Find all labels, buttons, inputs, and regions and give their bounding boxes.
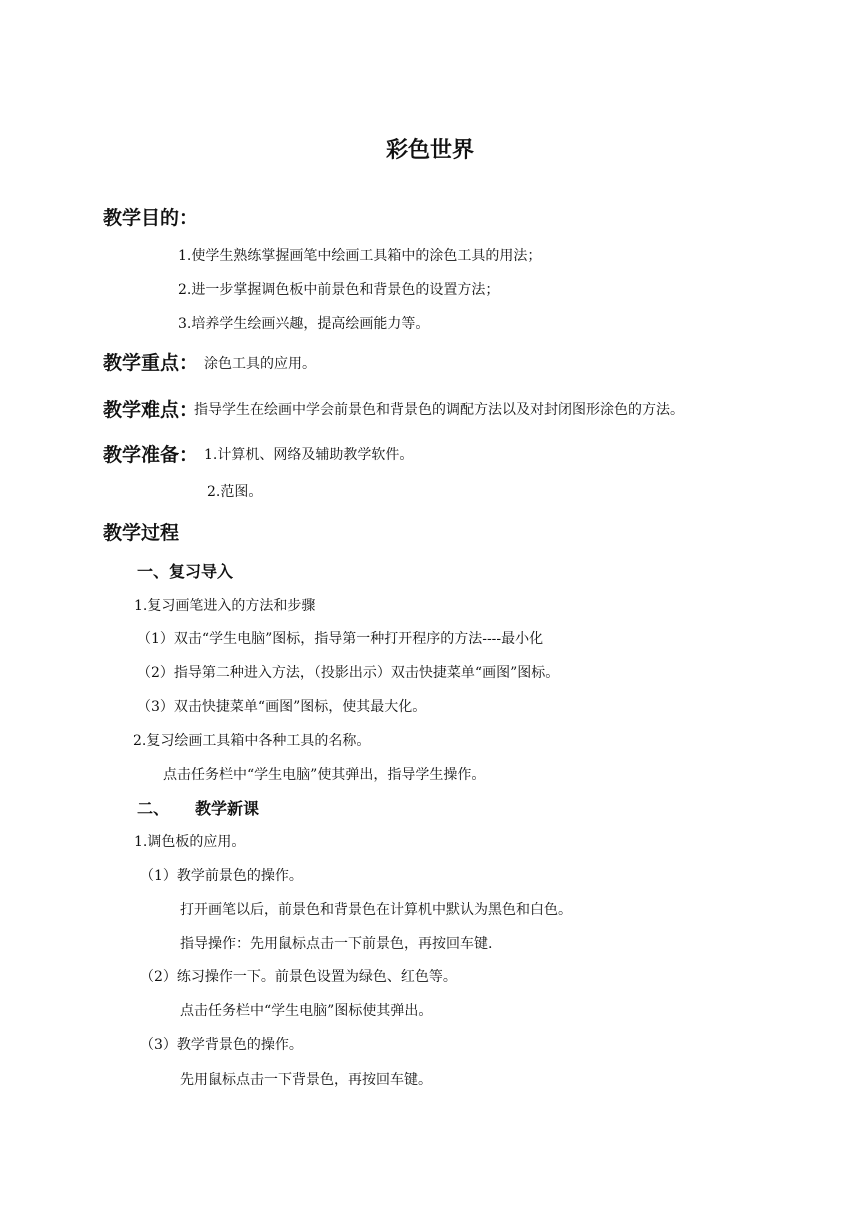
section2-line: 指导操作：先用鼠标点击一下前景色，再按回车键. — [180, 936, 493, 952]
section1-line: 点击任务栏中“学生电脑”使其弹出，指导学生操作。 — [163, 767, 486, 783]
section2-line: （3）教学背景色的操作。 — [140, 1037, 303, 1053]
section2-title: 教学新课 — [195, 799, 260, 818]
section2-line: 1.调色板的应用。 — [134, 834, 246, 850]
preparation-item: 1.计算机、网络及辅助教学软件。 — [204, 447, 414, 463]
objective-item: 3.培养学生绘画兴趣，提高绘画能力等。 — [178, 316, 430, 332]
preparation-heading: 教学准备： — [103, 444, 199, 466]
objectives-heading: 教学目的： — [103, 207, 199, 229]
preparation-item: 2.范图。 — [207, 484, 263, 500]
section1-line: （2）指导第二种进入方法，（投影出示）双击快捷菜单“画图”图标。 — [137, 665, 560, 681]
section2-number: 二、 — [137, 799, 170, 818]
objective-item: 2.进一步掌握调色板中前景色和背景色的设置方法； — [178, 282, 500, 298]
key-point-heading: 教学重点： — [103, 352, 199, 374]
section1-line: （3）双击快捷菜单“画图”图标，使其最大化。 — [137, 699, 427, 715]
page-title: 彩色世界 — [385, 138, 474, 163]
section1-title: 一、复习导入 — [137, 562, 234, 581]
section2-line: （1）教学前景色的操作。 — [140, 868, 303, 884]
section2-line: 点击任务栏中“学生电脑”图标使其弹出。 — [180, 1003, 433, 1019]
difficulty-heading: 教学难点： — [103, 399, 199, 421]
objective-item: 1.使学生熟练掌握画笔中绘画工具箱中的涂色工具的用法； — [178, 248, 542, 264]
section1-line: （1）双击“学生电脑”图标，指导第一种打开程序的方法----最小化 — [137, 631, 544, 647]
section2-line: 打开画笔以后，前景色和背景色在计算机中默认为黑色和白色。 — [180, 902, 572, 918]
process-heading: 教学过程 — [103, 522, 180, 544]
key-point-text: 涂色工具的应用。 — [204, 356, 316, 372]
section1-line: 1.复习画笔进入的方法和步骤 — [134, 598, 316, 614]
section1-line: 2.复习绘画工具箱中各种工具的名称。 — [133, 733, 371, 749]
difficulty-text: 指导学生在绘画中学会前景色和背景色的调配方法以及对封闭图形涂色的方法。 — [194, 402, 684, 418]
section2-line: （2）练习操作一下。前景色设置为绿色、红色等。 — [140, 969, 457, 985]
section2-line: 先用鼠标点击一下背景色，再按回车键。 — [180, 1072, 432, 1088]
